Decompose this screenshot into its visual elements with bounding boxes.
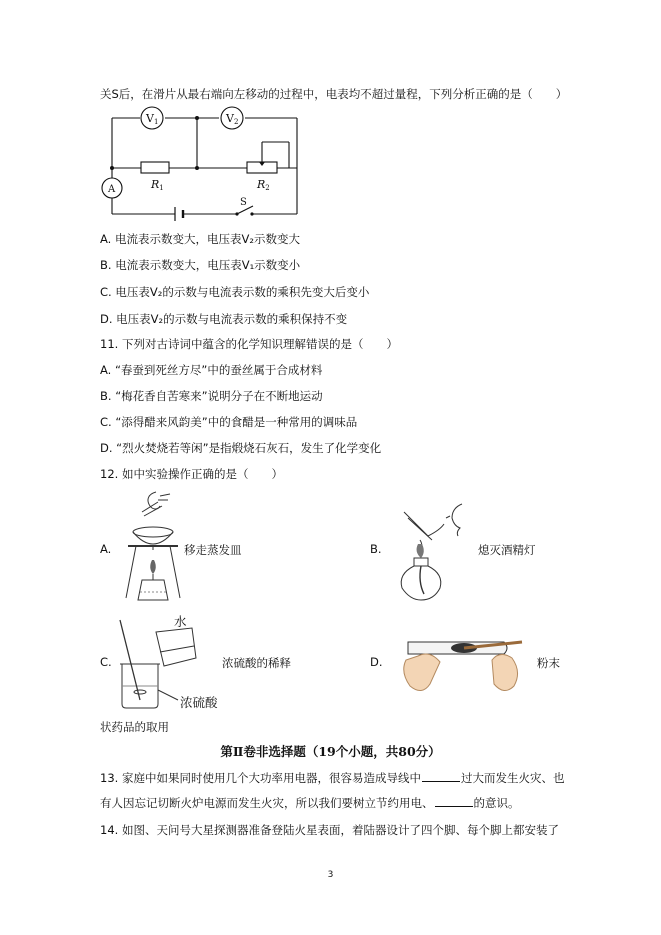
q13-line2a: 有人因忘记切断火炉电源而发生火灾，所以我们要树立节约用电、 xyxy=(100,796,434,810)
q12-stem: 12. 如中实验操作正确的是（ ） xyxy=(100,467,283,481)
page-number: 3 xyxy=(327,870,334,880)
powder-spatula-figure xyxy=(400,620,525,698)
resistor-r1 xyxy=(141,162,169,173)
svg-text:V2: V2 xyxy=(226,112,239,126)
svg-text:R2: R2 xyxy=(257,178,270,192)
q14-text: 14. 如图、天问号大星探测器准备登陆火星表面，着陆器设计了四个脚、每个脚上都安装了 xyxy=(100,823,559,837)
q12-option-a-text: 移走蒸发皿 xyxy=(184,543,242,557)
q12-option-d-text: 粉末 xyxy=(537,656,560,670)
q13-line1 xyxy=(100,770,564,786)
q12-option-b-text: 熄灭酒精灯 xyxy=(478,543,536,557)
q12-option-d-wrap: 状药品的取用 xyxy=(100,720,169,734)
q10-option-d: D. 电压表V₂的示数与电流表示数的乘积保持不变 xyxy=(100,312,348,326)
q10-option-b: B. 电流表示数变大，电压表V₁示数变小 xyxy=(100,258,301,272)
circuit-diagram xyxy=(97,106,307,224)
alcohol-lamp-figure xyxy=(392,496,472,604)
q13-part2: 过大而发生火灾、也 xyxy=(460,771,565,785)
q12-option-a-letter: A. xyxy=(100,542,112,556)
q11-stem: 11. 下列对古诗词中蕴含的化学知识理解错误的是（ ） xyxy=(100,337,398,351)
q12-option-c-water: 水 xyxy=(174,614,187,629)
q11-option-b: B. “梅花香自苦寒来”说明分子在不断地运动 xyxy=(100,389,323,403)
q10-option-c: C. 电压表V₂的示数与电流表示数的乘积先变大后变小 xyxy=(100,285,370,299)
q13-part1: 13. 家庭中如果同时使用几个大功率用电器，很容易造成导线中 xyxy=(100,771,421,785)
q12-option-d-letter: D. xyxy=(370,655,383,669)
q12-option-c-text: 浓硫酸的稀释 xyxy=(222,656,291,670)
section-title: 第Ⅱ卷非选择题（19个小题，共80分） xyxy=(220,744,441,759)
q13-blank-1 xyxy=(422,770,460,782)
q11-option-a: A. “春蚕到死丝方尽”中的蚕丝属于合成材料 xyxy=(100,363,323,377)
svg-text:R1: R1 xyxy=(151,178,164,192)
q13-blank-2 xyxy=(435,795,473,807)
q13-line2 xyxy=(100,795,520,811)
q12-option-c-letter: C. xyxy=(100,655,112,669)
q11-option-c: C. “添得醋来风韵美”中的食醋是一种常用的调味品 xyxy=(100,415,358,429)
svg-text:A: A xyxy=(108,184,116,195)
q12-option-c-acid: 浓硫酸 xyxy=(180,695,218,710)
evaporating-dish-figure xyxy=(118,488,188,608)
svg-text:V1: V1 xyxy=(146,112,159,126)
q12-option-b-letter: B. xyxy=(370,542,382,556)
q13-line2b: 的意识。 xyxy=(473,796,520,810)
q11-option-d: D. “烈火焚烧若等闲”是指煅烧石灰石，发生了化学变化 xyxy=(100,441,382,455)
svg-text:S: S xyxy=(240,197,247,208)
q10-option-a: A. 电流表示数变大，电压表V₂示数变大 xyxy=(100,232,300,246)
q10-stem: 关S后，在滑片从最右端向左移动的过程中，电表均不超过量程，下列分析正确的是（ ） xyxy=(100,87,568,101)
